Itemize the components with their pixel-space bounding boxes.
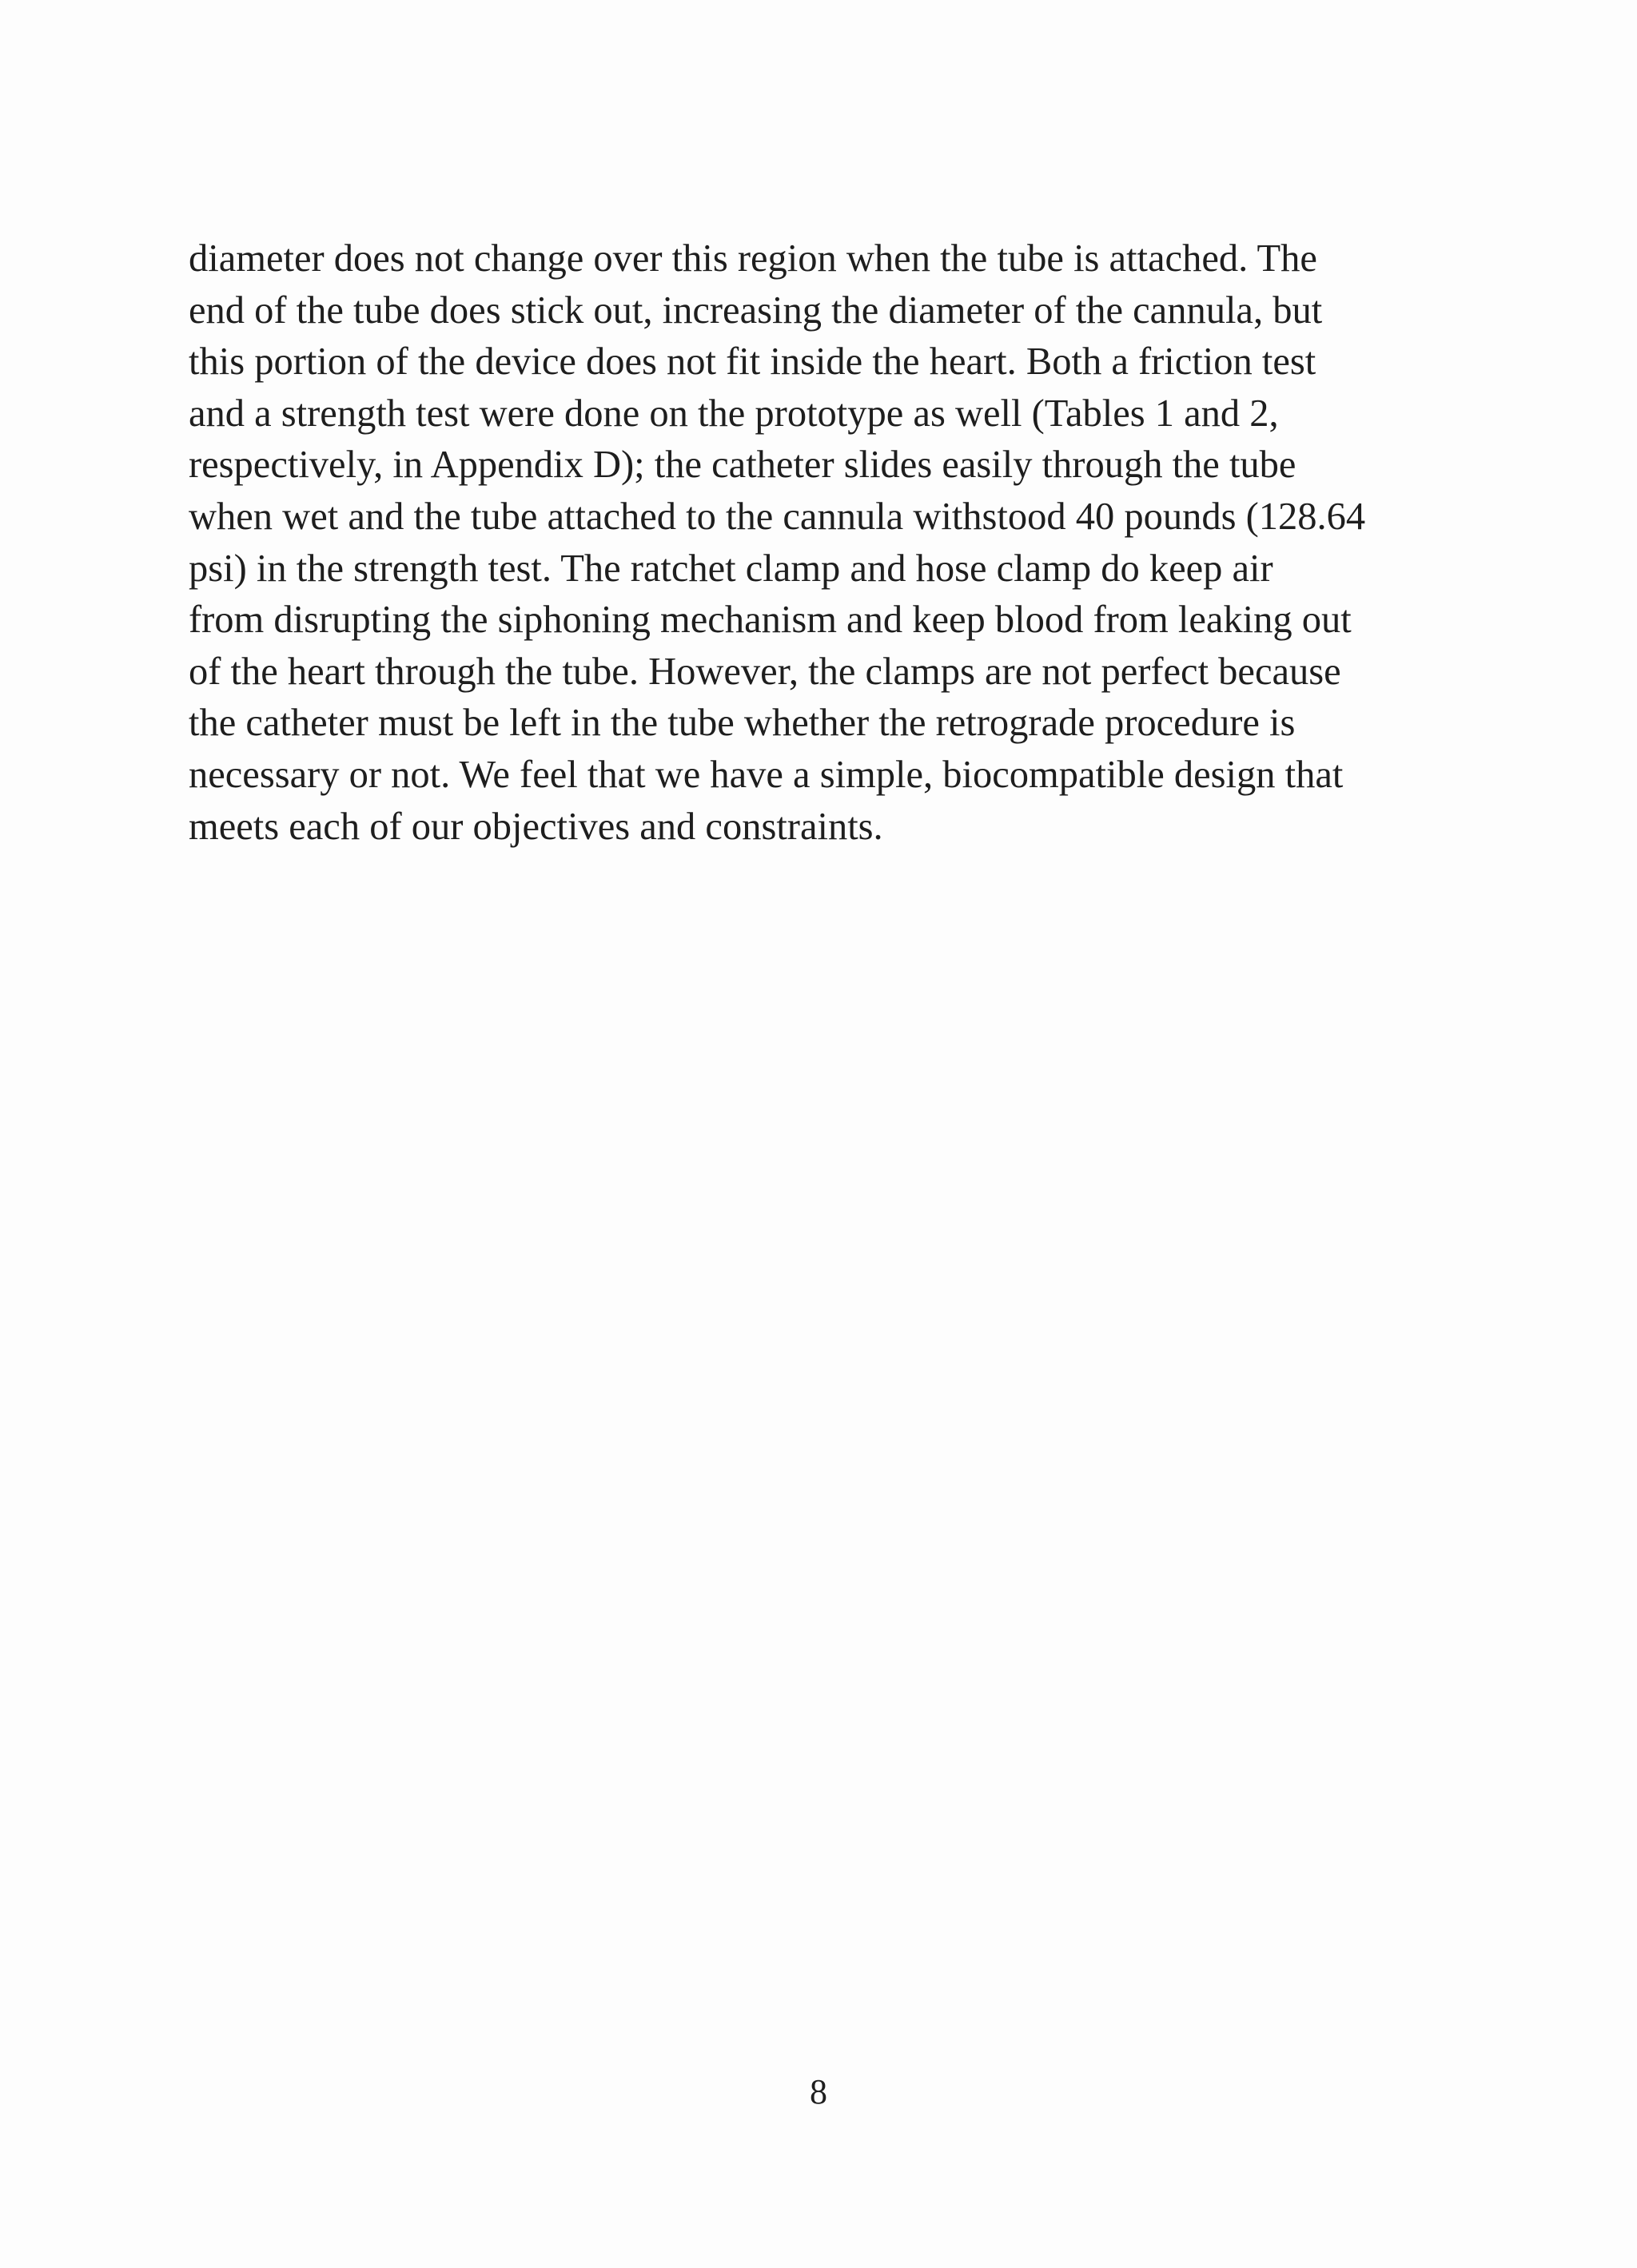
paragraph-line: this portion of the device does not fit inside the heart. Both a friction test — [189, 340, 1316, 384]
paragraph-line: meets each of our objectives and constraints. — [189, 805, 883, 848]
paragraph-line: when wet and the tube attached to the cannula withstood 40 pounds (128.64 — [189, 495, 1366, 538]
paragraph-line: necessary or not. We feel that we have a simple, biocompatible design that — [189, 753, 1344, 796]
paragraph-line: respectively, in Appendix D); the catheter slides easily through the tube — [189, 444, 1296, 487]
paragraph-line: and a strength test were done on the prototype as well (Tables 1 and 2, — [189, 392, 1279, 435]
paragraph-line: the catheter must be left in the tube whether the retrograde procedure is — [189, 702, 1296, 745]
paragraph-line: end of the tube does stick out, increasing the diameter of the cannula, but — [189, 288, 1323, 332]
paragraph-line: of the heart through the tube. However, the clamps are not perfect because — [189, 650, 1341, 693]
paragraph-line: diameter does not change over this region when the tube is attached. The — [189, 237, 1317, 280]
paragraph-line: from disrupting the siphoning mechanism and keep blood from leaking out — [189, 599, 1352, 642]
paragraph-line: psi) in the strength test. The ratchet clamp and hose clamp do keep air — [189, 547, 1273, 590]
body-paragraph — [189, 233, 1500, 853]
page-number: 8 — [810, 2072, 827, 2111]
